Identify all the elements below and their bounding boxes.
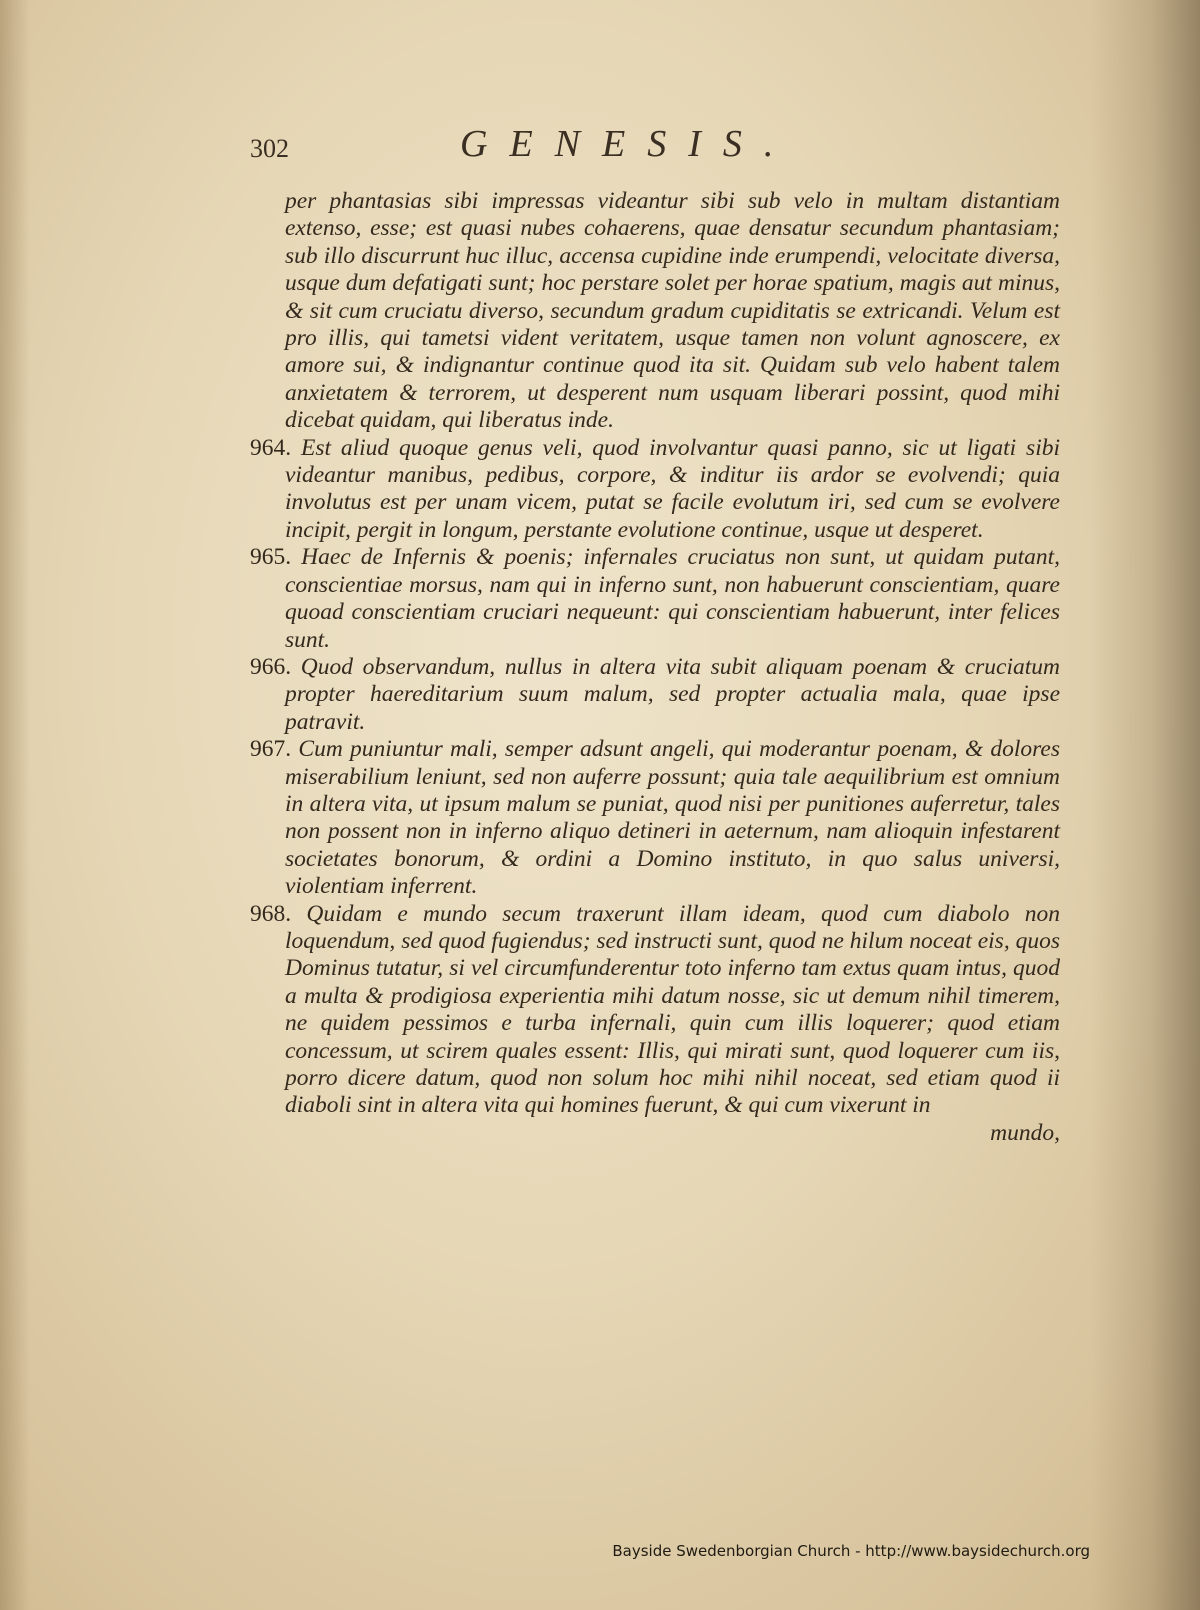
paragraph-number: 965. — [250, 544, 292, 571]
paragraph-964 — [250, 435, 1060, 545]
paragraph-967 — [250, 736, 1060, 900]
body-text — [250, 188, 1060, 1147]
running-title: GENESIS. — [460, 123, 796, 165]
watermark-credit: Bayside Swedenborgian Church - http://www.baysidechurch.org — [612, 1542, 1090, 1560]
paragraph-number: 968. — [250, 900, 292, 927]
paragraph-number: 967. — [250, 736, 292, 763]
paragraph-number: 964. — [250, 434, 292, 461]
page-header — [250, 122, 900, 172]
page-number: 302 — [250, 134, 289, 163]
paragraph-text: Est aliud quoque genus veli, quod involvantur quasi panno, sic ut ligati sibi videantur manibus, pedibus, corpore, & inditur iis ardor se evolvendi; quia involutus est per unam vicem, putat se facile evolutum iri, sed cum se evolvere incipit, pergit in longum, perstante evolutione continue, usque ut desperet. — [285, 434, 1061, 543]
paragraph-966 — [250, 654, 1060, 736]
paragraph-text: Quidam e mundo secum traxerunt illam ideam, quod cum diabolo non loquendum, sed quod fugiendus; sed instructi sunt, quod ne hilum noceat eis, quos Dominus tutatur, si vel circumfunderentur toto inferno tam extus quam intus, quod a multa & prodigiosa experientia mihi datum nosse, sic ut demum nihil timerem, ne quidem pessimos e turba infernali, quin cum illis loquerer; quod etiam concessum, ut scirem quales essent: Illis, qui mirati sunt, quod loquerer cum iis, porro dicere datum, quod non solum hoc mihi nihil noceat, sed etiam quod ii diaboli sint in altera vita qui homines fuerunt, & qui cum vixerunt in — [285, 900, 1060, 1119]
paragraph-text: Cum puniuntur mali, semper adsunt angeli, qui moderantur poenam, & dolores miserabilium leniunt, sed non auferre possunt; quia tale aequilibrium est omnium in altera vita, ut ipsum malum se puniat, quod nisi per punitiones auferretur, tales non possent non in inferno aliquo detineri in aeternum, nam alioquin infestarent societates bonorum, & ordini a Domino instituto, in quo salus universi, violentiam inferrent. — [285, 736, 1061, 900]
page-edge-shading — [0, 0, 30, 1610]
paragraph-text: per phantasias sibi impressas videantur sibi sub velo in multam distantiam extenso, esse; est quasi nubes cohaerens, quae densatur secundum phantasiam; sub illo discurrunt huc illuc, accensa cupidine inde erumpendi, velocitate diversa, usque dum defatigati sunt; hoc perstare solet per horae spatium, magis aut minus, & sit cum cruciatu diverso, secundum gradum cupiditatis se extricandi. Velum est pro illis, qui tametsi vident veritatem, usque tamen non volunt agnoscere, ex amore sui, & indignantur continue quod ita sit. Quidam sub velo habent talem anxietatem & terrorem, ut desperent num usquam liberari possint, quod mihi dicebat quidam, qui liberatus inde. — [285, 188, 1060, 434]
paragraph-968 — [250, 901, 1060, 1120]
paragraph-text: Quod observandum, nullus in altera vita subit aliquam poenam & cruciatum propter haereditarium suum malum, sed propter actualia mala, quae ipse patravit. — [285, 653, 1060, 735]
paragraph-number: 966. — [250, 653, 292, 680]
paragraph-continuation — [250, 188, 1060, 435]
paragraph-965 — [250, 544, 1060, 654]
paragraph-text: Haec de Infernis & poenis; infernales cruciatus non sunt, ut quidam putant, conscientiae morsus, nam qui in inferno sunt, non habuerunt conscientiam, quare quoad conscientiam cruciari nequeunt: qui conscientiam habuerunt, inter felices sunt. — [285, 544, 1060, 653]
spine-shadow — [1090, 0, 1200, 1610]
catchword: mundo, — [990, 1119, 1060, 1146]
